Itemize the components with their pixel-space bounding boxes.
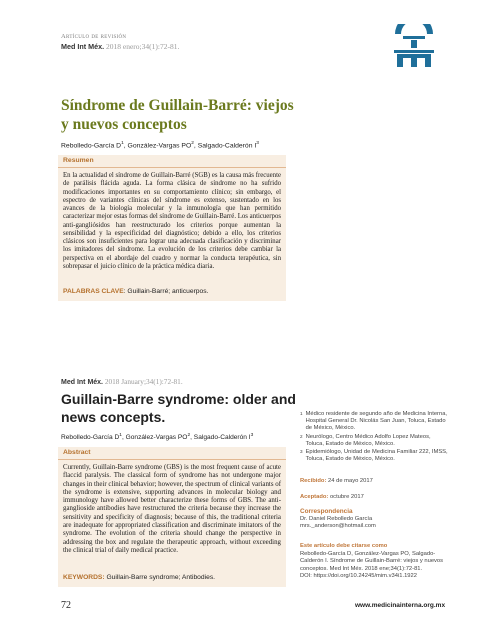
keywords-label-en: KEYWORDS:	[63, 574, 105, 581]
abstract-box-en	[58, 447, 286, 587]
author-name: González-Vargas PO	[127, 142, 192, 150]
keywords-es	[63, 288, 208, 295]
article-type: Artículo de revisión	[61, 33, 127, 40]
affiliation-item	[300, 411, 450, 433]
author-name: Rebolledo-García D	[61, 434, 120, 442]
abstract-text-es: En la actualidad el síndrome de Guillain-Barré (SGB) es la causa más frecuente de parálisis flácida aguda. La forma clásica de síndrome no ha sufrido modificaciones importantes en su comportamiento clínico; sin embargo, el espectro de variantes clínicas del síndrome es extenso, sustentado en los avances de la biología molecular y la inmunología que han permitido caracterizar mejor estas formas del síndrome de Guillain-Barré. Los anticuerpos anti-gangliósidos han reestructurado los criterios porque aumentan la sensibilidad y la especificidad del diagnóstico; debido a ello, los criterios clásicos son insuficientes para lograr una adecuada clasificación y discriminar los imitadores del síndrome. La evolución de los criterios debe cambiar la perspectiva en el abordaje del cuadro y normar la conducta terapéutica, sin sobrepasar el juicio clínico de la práctica médica diaria.	[63, 172, 281, 270]
affiliation-text: Médico residente de segundo año de Medicina Interna, Hospital General Dr. Nicolás San Juan, Toluca, Estado de México, México.	[305, 411, 448, 432]
received-label: Recibido:	[300, 478, 327, 484]
keywords-en	[63, 574, 215, 581]
journal-date: 2018 enero;34(1):72-81.	[104, 42, 180, 51]
author-affiliation-number: 3	[256, 141, 259, 146]
correspondence	[300, 508, 450, 531]
journal-date-en: 2018 January;34(1):72-81.	[103, 377, 183, 386]
abstract-heading-en: Abstract	[58, 447, 286, 460]
journal-citation-es	[61, 42, 179, 51]
author-affiliation-number: 1	[119, 433, 122, 438]
affiliation-number: 3	[300, 449, 303, 455]
journal-name-en: Med Int Méx.	[61, 379, 104, 386]
doi-link[interactable]: DOI: https://doi.org/10.24245/mim.v34i1.1922	[300, 572, 417, 579]
received-value: 24 de mayo 2017	[326, 478, 373, 484]
keywords-value-en: Guillain-Barre syndrome; Antibodies.	[104, 574, 216, 581]
keywords-value-es: : Guillain-Barré; anticuerpos.	[123, 288, 209, 295]
abstract-heading-es: Resumen	[58, 155, 286, 168]
footer-url[interactable]: www.medicinainterna.org.mx	[355, 602, 446, 609]
author-affiliation-number: 2	[191, 141, 194, 146]
author-name: Salgado-Calderón I	[197, 142, 257, 150]
authors-en: Rebolledo-García $D^1$, González-Vargas $PO^2$, Salgado-Calderón $I^3$	[61, 433, 254, 442]
author-name: Rebolledo-García D	[61, 142, 122, 150]
article-title-en: Guillain-Barre syndrome: older and news concepts.	[61, 391, 296, 425]
accepted-label: Aceptado:	[300, 494, 329, 501]
how-to-cite	[300, 543, 450, 580]
affiliation-item	[300, 434, 450, 448]
journal-logo	[391, 24, 437, 68]
affiliation-text: Neurólogo, Centro Médico Adolfo Lopez Mateos, Toluca, Estado de México, México.	[305, 433, 431, 447]
article-title-es: Síndrome de Guillain-Barré: viejos y nuevos conceptos	[61, 97, 294, 133]
authors-es: Rebolledo-García $D^1$, González-Vargas $PO^2$, Salgado-Calderón $I^3$	[61, 141, 259, 150]
correspondence-title: Correspondencia	[300, 508, 353, 515]
keywords-label-es: PALABRAS CLAVE	[63, 288, 124, 295]
affiliation-text: Epidemiólogo, Unidad de Medicina Familiar 222, IMSS, Toluca, Estado de México, México.	[305, 449, 448, 463]
journal-citation-en	[61, 377, 183, 386]
correspondence-email[interactable]: mrs._anderson@hotmail.com	[300, 523, 376, 530]
correspondence-name: Dr. Daniel Rebolledo García	[300, 516, 373, 523]
affiliation-number: 1	[300, 411, 303, 416]
affiliation-item	[300, 449, 450, 463]
author-affiliation-number: 1	[121, 141, 124, 146]
author-name: González-Vargas PO	[125, 434, 188, 442]
how-to-cite-text: Rebolledo-García D, González-Vargas PO, Salgado-Calderón I. Síndrome de Guillain-Barré: viejos y nuevos conceptos. Med Int Méx. 2018 ene;34(1):72-81.	[300, 551, 444, 572]
journal-name: Med Int Méx.	[61, 42, 105, 51]
abstract-box-es	[58, 155, 286, 301]
author-affiliation-number: 2	[187, 433, 191, 438]
page-number: 72	[61, 600, 71, 611]
accepted-date	[300, 494, 450, 501]
author-name: Salgado-Calderón I	[193, 434, 251, 442]
author-affiliation-number: 3	[250, 433, 254, 438]
received-date	[300, 478, 450, 485]
affiliation-number: 2	[300, 433, 303, 439]
affiliations	[300, 411, 450, 464]
article-dates	[300, 478, 450, 510]
how-to-cite-title: Este artículo debe citarse como	[300, 543, 388, 549]
accepted-value: octubre 2017	[328, 494, 364, 501]
abstract-text-en: Currently, Guillain-Barre syndrome (GBS) is the most frequent cause of acute flaccid paralysis. The classical form of syndrome has not undergone major changes in their clinical behavior; however, the spectrum of clinical variants of the syndrome is extensive, supporting advances in molecular biology and immunology have allowed better characterize these forms of GBS. The anti-ganglioside antibodies have restructured the criteria because they increase the sensitivity and specificity of diagnosis; because of this, the traditional criteria are inadequate for appropriated classification and discriminate imitators of the syndrome. The evolution of the criteria should change the perspective in addressing the box and regulate the therapeutic approach, without exceeding the clinical trial of daily medical practice.	[63, 464, 281, 554]
